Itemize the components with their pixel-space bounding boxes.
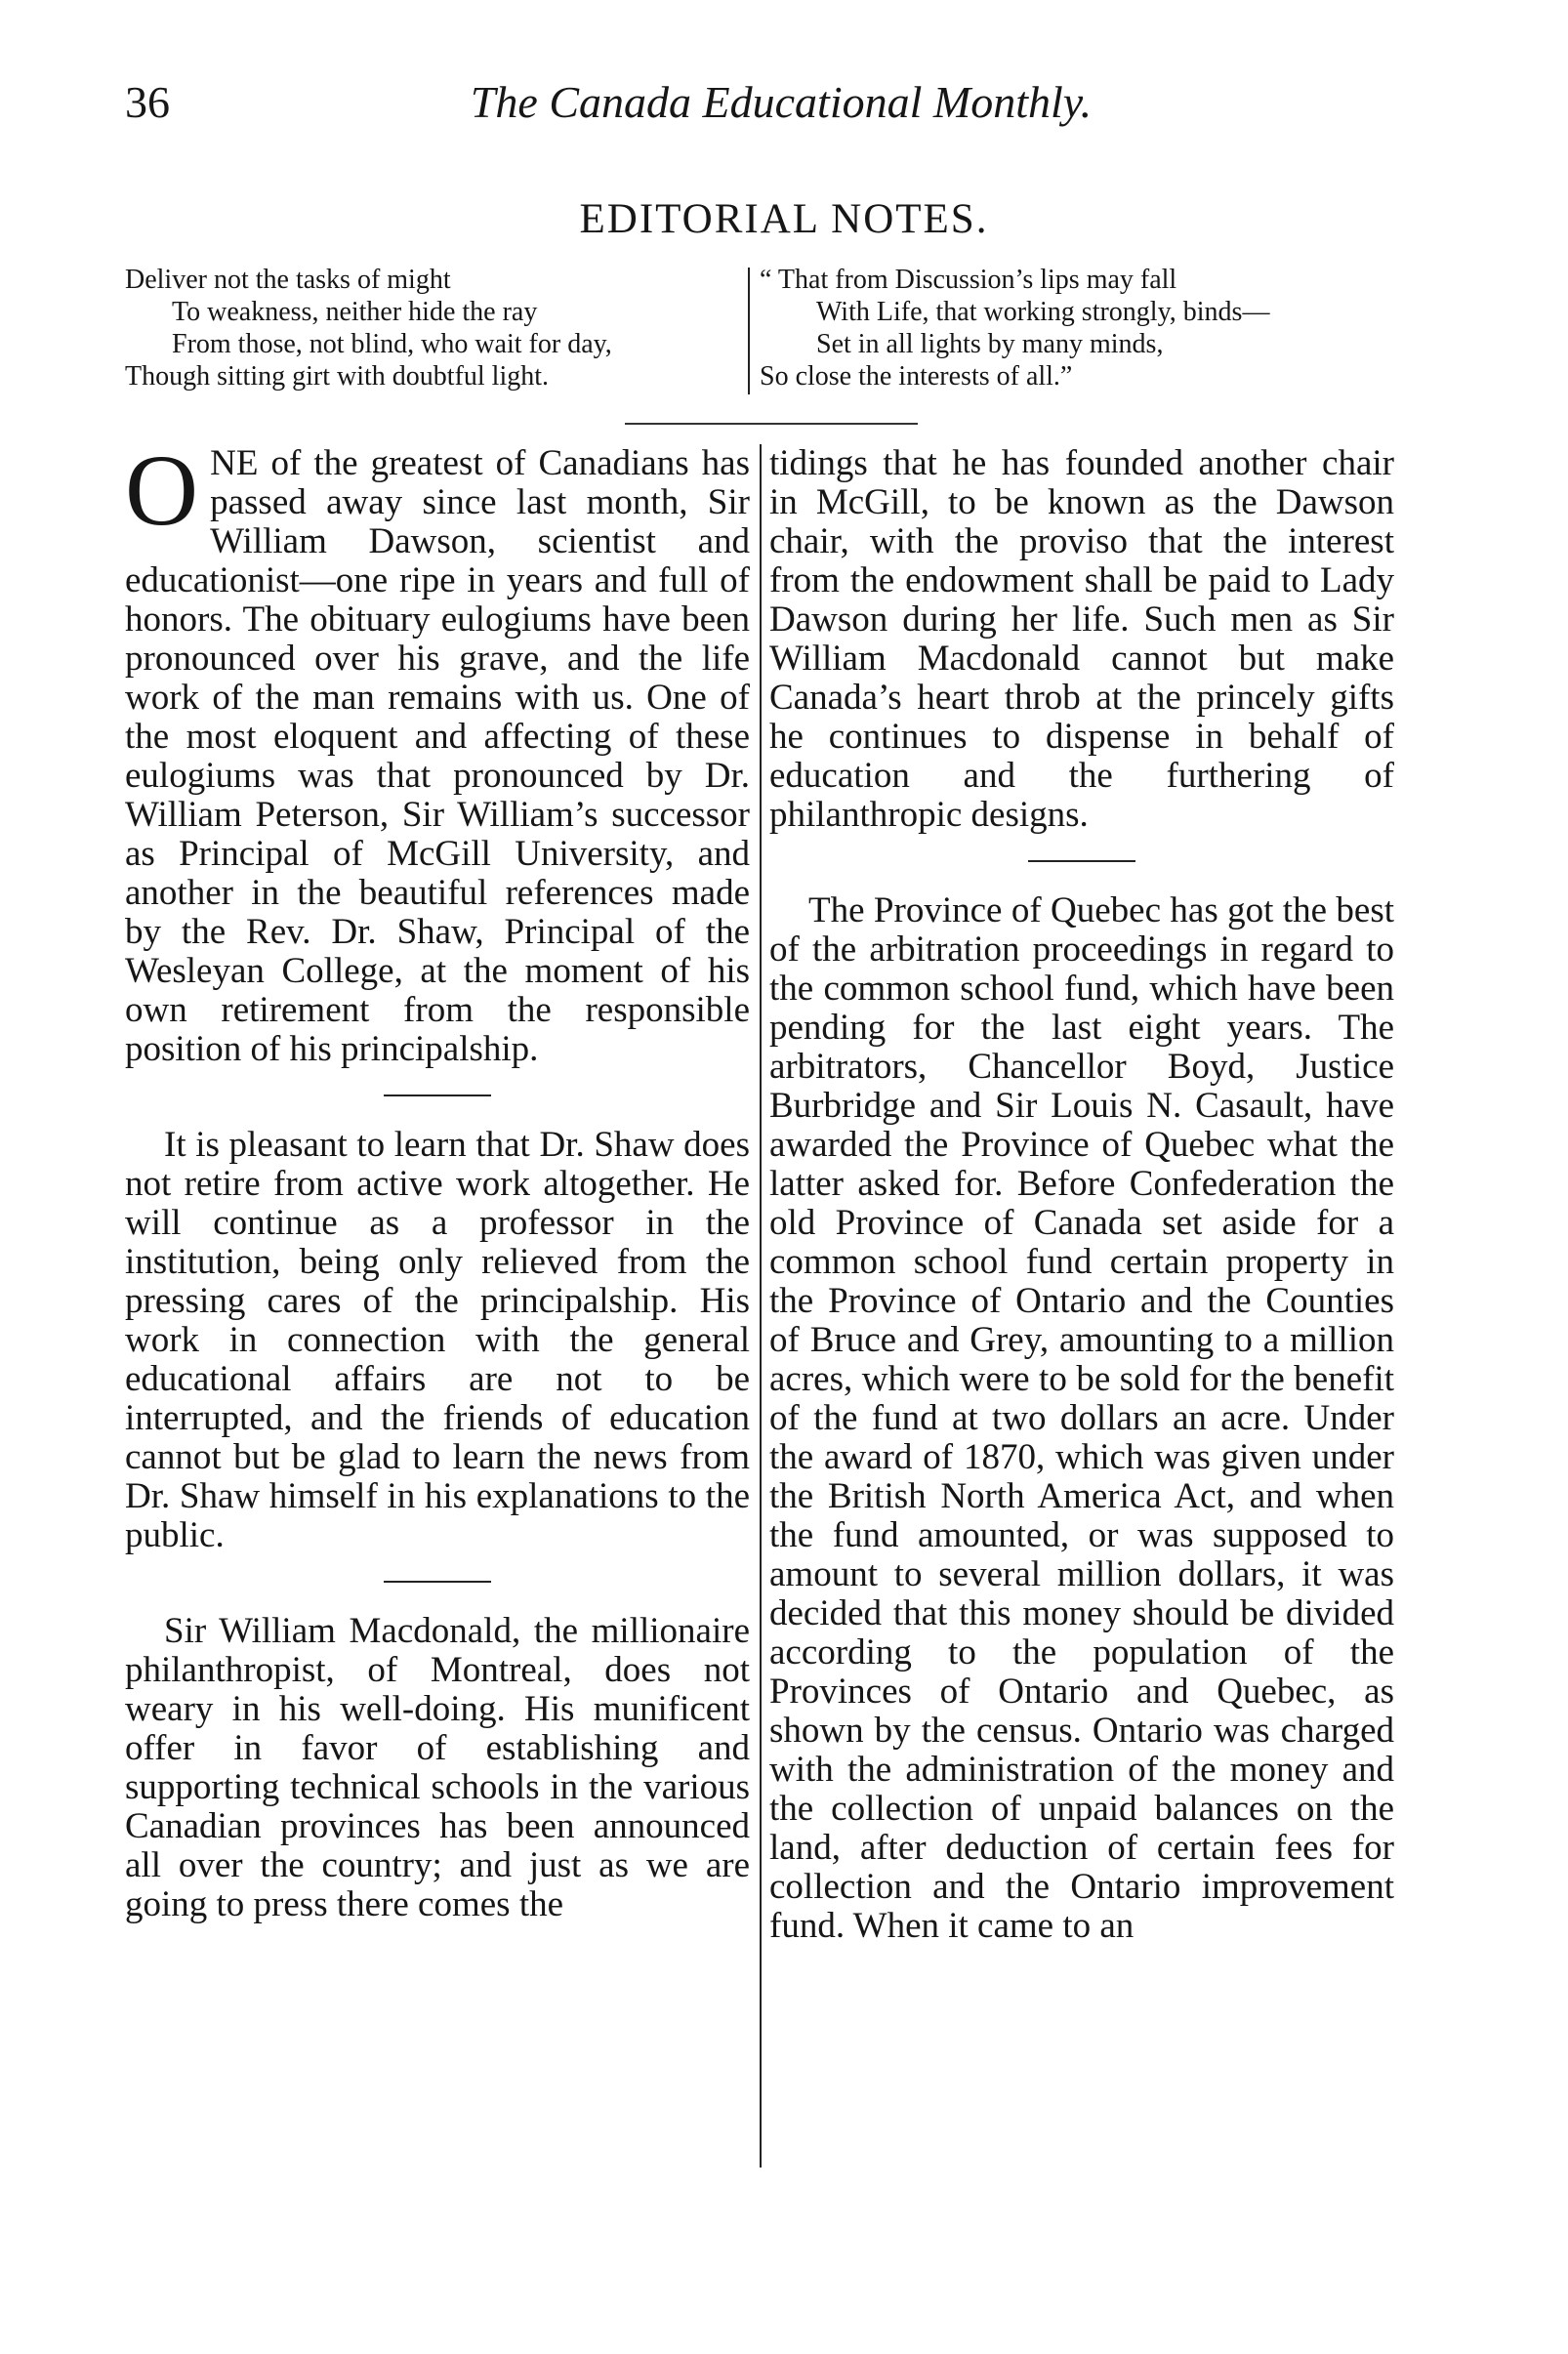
- epigraph-line: Set in all lights by many minds,: [816, 329, 1164, 359]
- column-divider: [760, 444, 762, 2168]
- paragraph-separator: [384, 1581, 491, 1583]
- article-columns: [125, 434, 1404, 2182]
- paragraph-separator: [1028, 860, 1135, 862]
- epigraph-left-stanza: [125, 264, 750, 392]
- paragraph-quebec-arbitration: The Province of Quebec has got the best of the arbitration proceedings in regard to the common school fund, which have been pending for the last eight years. The arbitrators, Chancellor Boyd, Justice Burbridge and Sir Louis N. Casault, have awarded the Province of Quebec what the latter asked for. Before Confederation the old Province of Canada set aside for a common school fund certain property in the Province of Ontario and the Counties of Bruce and Grey, amounting to a million acres, which were to be sold for the benefit of the fund at two dollars an acre. Under the award of 1870, which was given under the British North America Act, and when the fund amounted, or was supposed to amount to several million dollars, it was decided that this money should be divided according to the population of the Provinces of Ontario and Quebec, as shown by the census. Ontario was charged with the administration of the money and the collection of unpaid balances on the land, after deduction of certain fees for collection and the Ontario improvement fund. When it came to an: [769, 890, 1394, 1946]
- epigraph-line: With Life, that working strongly, binds—: [816, 297, 1270, 327]
- epigraph-line: Though sitting girt with doubtful light.: [125, 361, 549, 392]
- epigraph-line: So close the interests of all.”: [760, 361, 1073, 392]
- paragraph-macdonald-continued: tidings that he has founded another chair in McGill, to be known as the Dawson chair, with the proviso that the interest from the endowment shall be paid to Lady Dawson during her life. Such men as Sir William Macdonald cannot but make Canada’s heart throb at the princely gifts he continues to dispense in behalf of education and the furthering of philanthropic designs.: [769, 443, 1394, 835]
- section-title: EDITORIAL NOTES.: [579, 196, 989, 242]
- section-rule: [625, 423, 918, 425]
- drop-cap: O: [125, 434, 199, 547]
- epigraph-right-stanza: [760, 264, 1404, 392]
- journal-title: The Canada Educational Monthly.: [470, 77, 1093, 127]
- paragraph-macdonald: Sir William Macdonald, the millionaire philanthropist, of Montreal, does not weary in his well-doing. His munificent offer in favor of establishing and supporting technical schools in the various Canadian provinces has been announced all over the country; and just as we are going to press there comes the: [125, 1611, 750, 1924]
- paragraph-separator: [384, 1094, 491, 1096]
- epigraph-line: From those, not blind, who wait for day,: [172, 329, 612, 359]
- epigraph-divider: [748, 268, 750, 394]
- running-head: [0, 76, 1568, 145]
- epigraph-line: To weakness, neither hide the ray: [172, 297, 538, 327]
- paragraph-shaw: It is pleasant to learn that Dr. Shaw does not retire from active work altogether. He will continue as a professor in the institution, being only relieved from the pressing cares of the principalship. His work in connection with the general educational affairs are not to be interrupted, and the friends of education cannot but be glad to learn the news from Dr. Shaw himself in his explanations to the public.: [125, 1125, 750, 1555]
- right-column: [769, 444, 1394, 1946]
- epigraph-line: Deliver not the tasks of might: [125, 265, 451, 295]
- paragraph-dawson-obituary: [125, 434, 750, 1069]
- epigraph-line: “ That from Discussion’s lips may fall: [760, 265, 1177, 295]
- page-number: 36: [125, 77, 170, 127]
- epigraph: [125, 264, 1404, 400]
- paragraph-text: NE of the greatest of Canadians has passed away since last month, Sir William Dawson, scientist and educationist—one ripe in years and full of honors. The obituary eulogiums have been pronounced over his grave, and the life work of the man remains with us. One of the most eloquent and affecting of these eulogiums was that pronounced by Dr. William Peterson, Sir William’s successor as Principal of McGill University, and another in the beautiful references made by the Rev. Dr. Shaw, Principal of the Wesleyan College, at the moment of his own retirement from the responsible position of his principalship.: [125, 443, 750, 1069]
- left-column: [125, 434, 750, 1924]
